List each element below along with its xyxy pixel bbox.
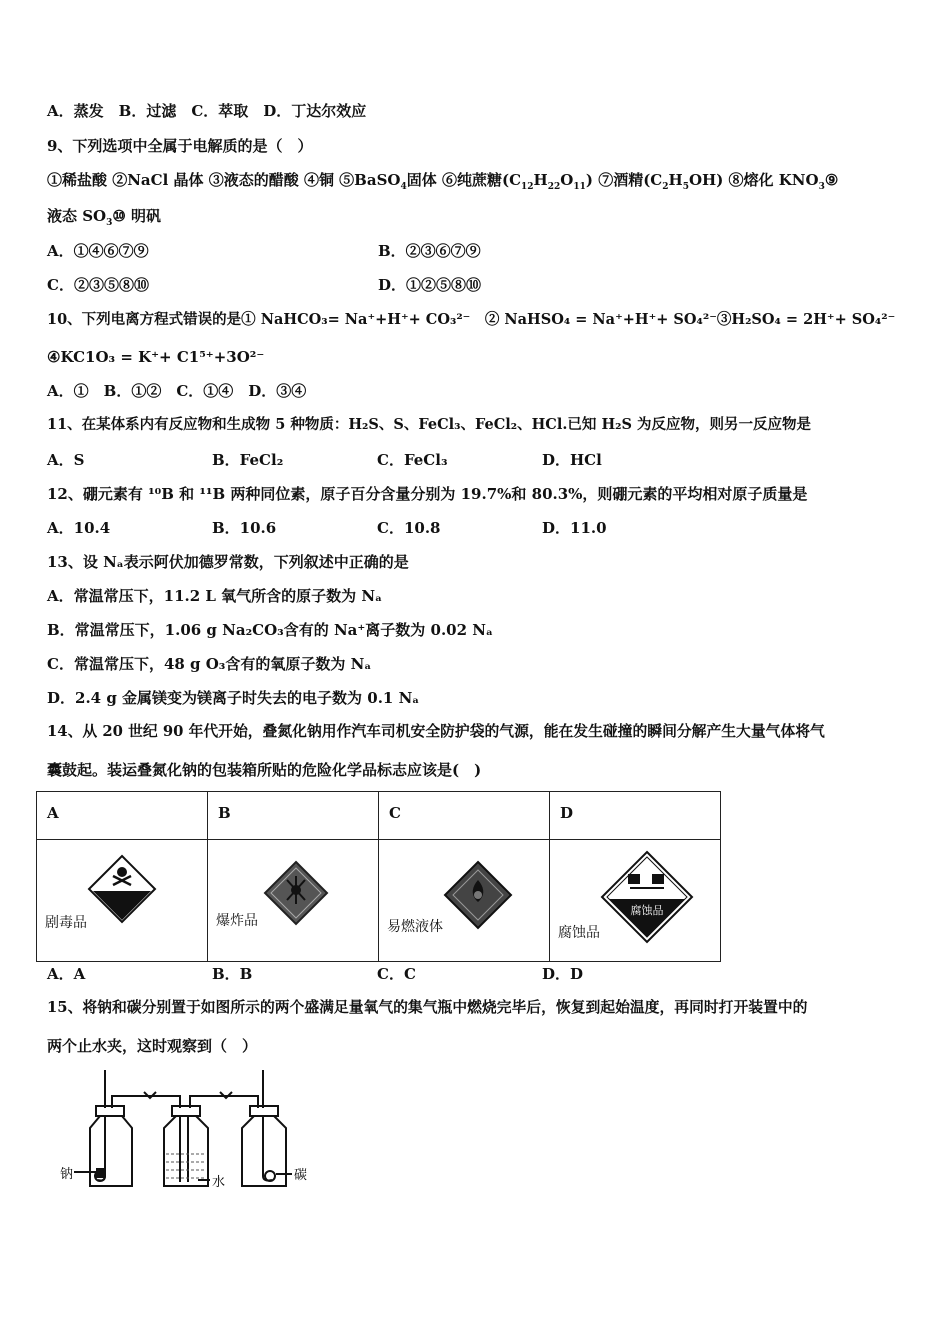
q9-option-b: B．②③⑥⑦⑨	[378, 242, 481, 260]
q12-stem: 12、硼元素有 ¹⁰B 和 ¹¹B 两种同位素，原子百分含量分别为 19.7%和 80.3%，则硼元素的平均相对原子质量是	[47, 485, 808, 503]
q11-stem: 11、在某体系内有反应物和生成物 5 种物质：H₂S、S、FeCl₃、FeCl₂、HCl.已知 H₂S 为反应物，则另一反应物是	[47, 416, 812, 433]
q14-stem-2: 囊鼓起。装运叠氮化钠的包装箱所贴的危险化学品标志应该是( )	[47, 761, 482, 779]
flammable-liquid-sign-icon	[443, 860, 513, 930]
hazard-sign-table	[36, 791, 721, 962]
q11-option-a: A．S	[47, 451, 85, 469]
q10-stem: 10、下列电离方程式错误的是① NaHCO₃= Na⁺+H⁺+ CO₃²⁻ ② NaHSO₄ = Na⁺+H⁺+ SO₄²⁻③H₂SO₄ = 2H⁺+ SO₄²⁻	[47, 311, 896, 328]
q11-option-d: D．HCl	[542, 451, 602, 469]
q14-option-a: A．A	[47, 965, 86, 983]
header-cell-d: D	[550, 792, 721, 840]
q14-option-d: D．D	[542, 965, 584, 983]
q10-line2: ④KC1O₃ = K⁺+ C1⁵⁺+3O²⁻	[47, 348, 265, 366]
q10-options: A．① B．①② C．①④ D．③④	[47, 382, 307, 400]
q11-option-c: C．FeCl₃	[377, 451, 448, 469]
q9-items-line1: ①稀盐酸 ②NaCl 晶体 ③液态的醋酸 ④铜 ⑤BaSO$_4$固体 ⑥纯蔗糖$(C_{12}H_{22}O_{11})$ ⑦酒精$(C_2H_5OH)$ ⑧熔化 $KNO_3⑨$	[47, 171, 839, 192]
sign-label-d: 腐蚀品	[558, 925, 600, 941]
explosive-sign-icon	[263, 860, 329, 926]
toxic-sign-icon	[87, 854, 157, 924]
q13-option-d: D．2.4 g 金属镁变为镁离子时失去的电子数为 0.1 Nₐ	[47, 689, 420, 707]
q9-option-d: D．①②⑤⑧⑩	[378, 276, 482, 294]
q8-options: A．蒸发 B．过滤 C．萃取 D．丁达尔效应	[47, 102, 367, 120]
sign-cell-b	[208, 840, 379, 962]
q13-option-b: B．常温常压下，1.06 g Na₂CO₃含有的 Na⁺离子数为 0.02 Nₐ	[47, 621, 493, 639]
label-water: 水	[212, 1175, 226, 1190]
sign-cell-a	[37, 840, 208, 962]
corrosive-sign-icon	[600, 850, 694, 944]
sign-label-c: 易燃液体	[387, 919, 443, 935]
label-carbon: 碳	[294, 1168, 308, 1183]
apparatus-diagram	[60, 1068, 310, 1198]
q15-stem-1: 15、将钠和碳分别置于如图所示的两个盛满足量氧气的集气瓶中燃烧完毕后，恢复到起始温度，再同时打开装置中的	[47, 999, 808, 1016]
q12-option-a: A．10.4	[47, 519, 111, 537]
header-cell-a: A	[37, 792, 208, 840]
sign-label-a: 剧毒品	[45, 915, 87, 931]
q13-stem: 13、设 Nₐ表示阿伏加德罗常数，下列叙述中正确的是	[47, 553, 409, 571]
q9-items-line2: 液态 $SO_3⑩$ 明矾	[47, 207, 162, 228]
q11-option-b: B．FeCl₂	[212, 451, 284, 469]
label-sodium: 钠	[60, 1167, 74, 1182]
q14-option-c: C．C	[377, 965, 416, 983]
header-cell-c: C	[379, 792, 550, 840]
sign-cell-d	[550, 840, 721, 962]
q13-option-a: A．常温常压下，11.2 L 氧气所含的原子数为 Nₐ	[47, 587, 383, 605]
q9-option-c: C．②③⑤⑧⑩	[47, 276, 149, 294]
q15-stem-2: 两个止水夹，这时观察到（ ）	[47, 1037, 258, 1055]
sign-cell-c	[379, 840, 550, 962]
header-cell-b: B	[208, 792, 379, 840]
corrosive-sign-text: 腐蚀品	[630, 904, 664, 917]
sign-label-b: 爆炸品	[216, 913, 258, 929]
q9-stem: 9、下列选项中全属于电解质的是（ ）	[47, 137, 313, 155]
q14-stem-1: 14、从 20 世纪 90 年代开始，叠氮化钠用作汽车司机安全防护袋的气源，能在发生碰撞的瞬间分解产生大量气体将气	[47, 723, 825, 740]
q12-option-d: D．11.0	[542, 519, 607, 537]
q12-option-b: B．10.6	[212, 519, 277, 537]
q12-option-c: C．10.8	[377, 519, 441, 537]
q13-option-c: C．常温常压下，48 g O₃含有的氧原子数为 Nₐ	[47, 655, 372, 673]
q9-option-a: A．①④⑥⑦⑨	[47, 242, 149, 260]
q14-option-b: B．B	[212, 965, 253, 983]
